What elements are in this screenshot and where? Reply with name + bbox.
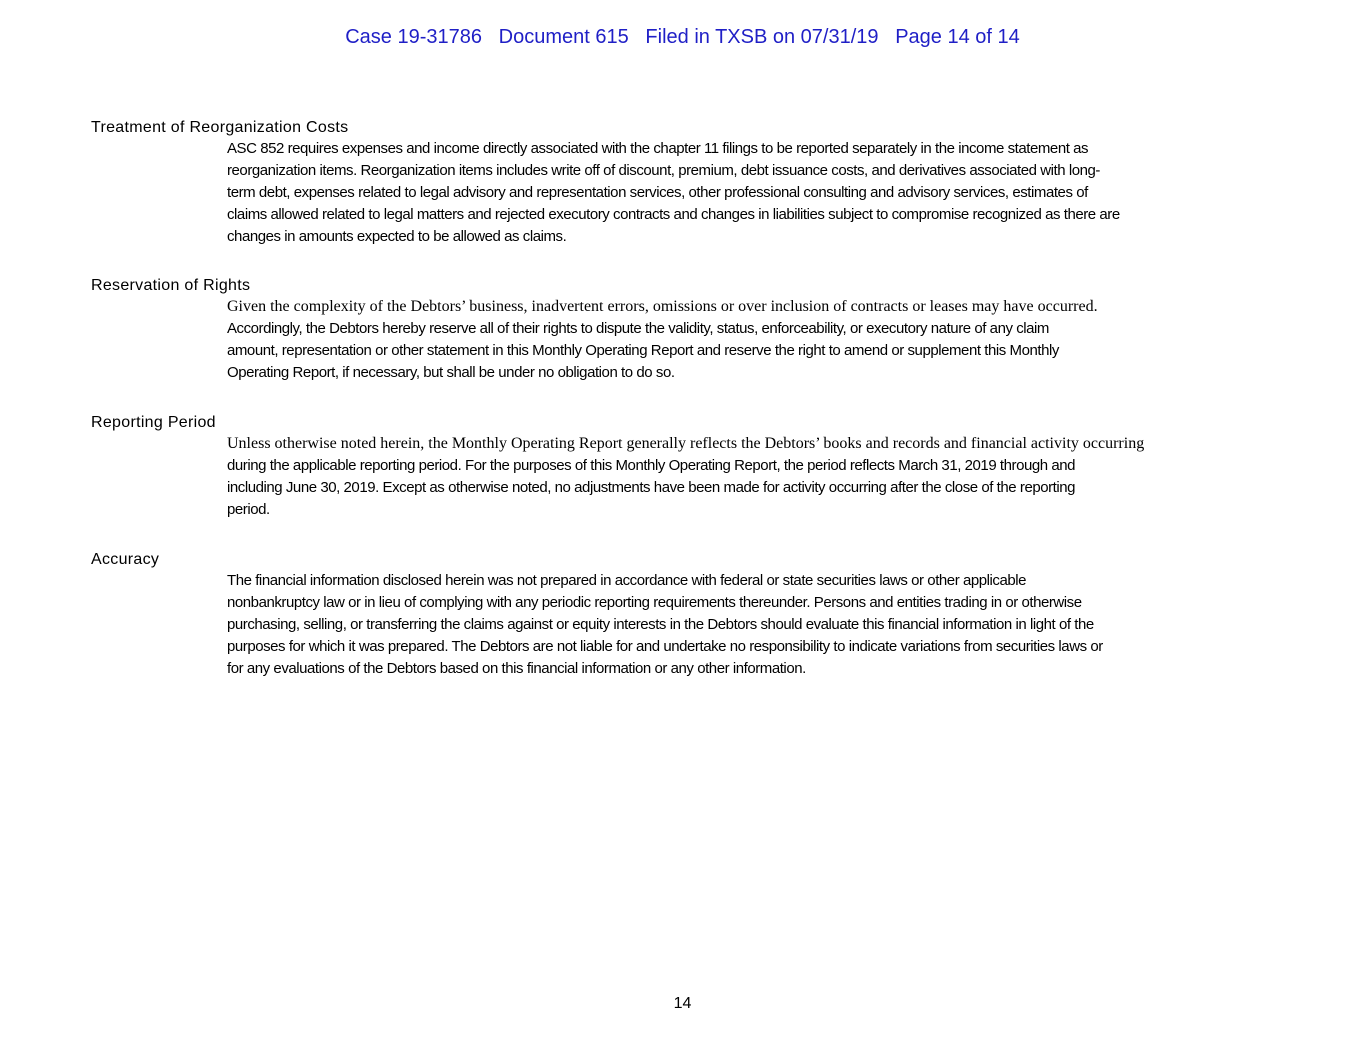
section-paragraph [227,296,1227,384]
section-heading: Accuracy [91,551,160,568]
paragraph-line: including June 30, 2019. Except as otherwise noted, no adjustments have been made for activity occurring after the close of the reporting [227,479,1076,496]
section-heading: Reservation of Rights [91,277,251,294]
paragraph-line: amount, representation or other statement in this Monthly Operating Report and reserve the right to amend or supplement this Monthly [227,342,1059,359]
paragraph-line: purposes for which it was prepared. The Debtors are not liable for and undertake no responsibility to indicate variations from securities laws or [227,638,1103,655]
paragraph-line: period. [227,501,270,518]
paragraph-line: for any evaluations of the Debtors based on this financial information or any other information. [227,660,806,677]
paragraph-line: purchasing, selling, or transferring the claims against or equity interests in the Debtors should evaluate this financial information in light of the [227,616,1094,633]
paragraph-line: Operating Report, if necessary, but shall be under no obligation to do so. [227,364,675,381]
court-filing-stamp: Case 19-31786 Document 615 Filed in TXSB on 07/31/19 Page 14 of 14 [345,26,1020,48]
paragraph-line: Given the complexity of the Debtors’ business, inadvertent errors, omissions or over inclusion of contracts or leases may have occurred. [227,298,1098,315]
section-reorganization-costs [91,118,1271,248]
paragraph-line: ASC 852 requires expenses and income directly associated with the chapter 11 filings to be reported separately in the income statement as [227,140,1089,157]
paragraph-line: claims allowed related to legal matters and rejected executory contracts and changes in liabilities subject to compromise recognized as there are [227,206,1120,223]
section-paragraph [227,570,1227,680]
paragraph-line: changes in amounts expected to be allowed as claims. [227,228,567,245]
paragraph-line: Unless otherwise noted herein, the Monthly Operating Report generally reflects the Debtors’ books and records and financial activity occurring [227,435,1145,452]
section-paragraph [227,138,1227,248]
paragraph-line: during the applicable reporting period. For the purposes of this Monthly Operating Report, the period reflects March 31, 2019 through and [227,457,1076,474]
section-paragraph [227,433,1227,521]
section-reservation-of-rights [91,276,1271,384]
paragraph-line: nonbankruptcy law or in lieu of complying with any periodic reporting requirements thereunder. Persons and entities trading in or otherwise [227,594,1082,611]
section-heading: Reporting Period [91,414,216,431]
section-heading: Treatment of Reorganization Costs [91,119,349,136]
paragraph-line: Accordingly, the Debtors hereby reserve all of their rights to dispute the validity, status, enforceability, or executory nature of any claim [227,320,1049,337]
paragraph-line: term debt, expenses related to legal advisory and representation services, other professional consulting and advisory services, estimates of [227,184,1088,201]
section-accuracy [91,550,1271,680]
paragraph-line: reorganization items. Reorganization items includes write off of discount, premium, debt issuance costs, and derivatives associated with long- [227,162,1100,179]
section-reporting-period [91,413,1271,521]
page-number: 14 [673,995,692,1012]
paragraph-line: The financial information disclosed herein was not prepared in accordance with federal or state securities laws or other applicable [227,572,1027,589]
